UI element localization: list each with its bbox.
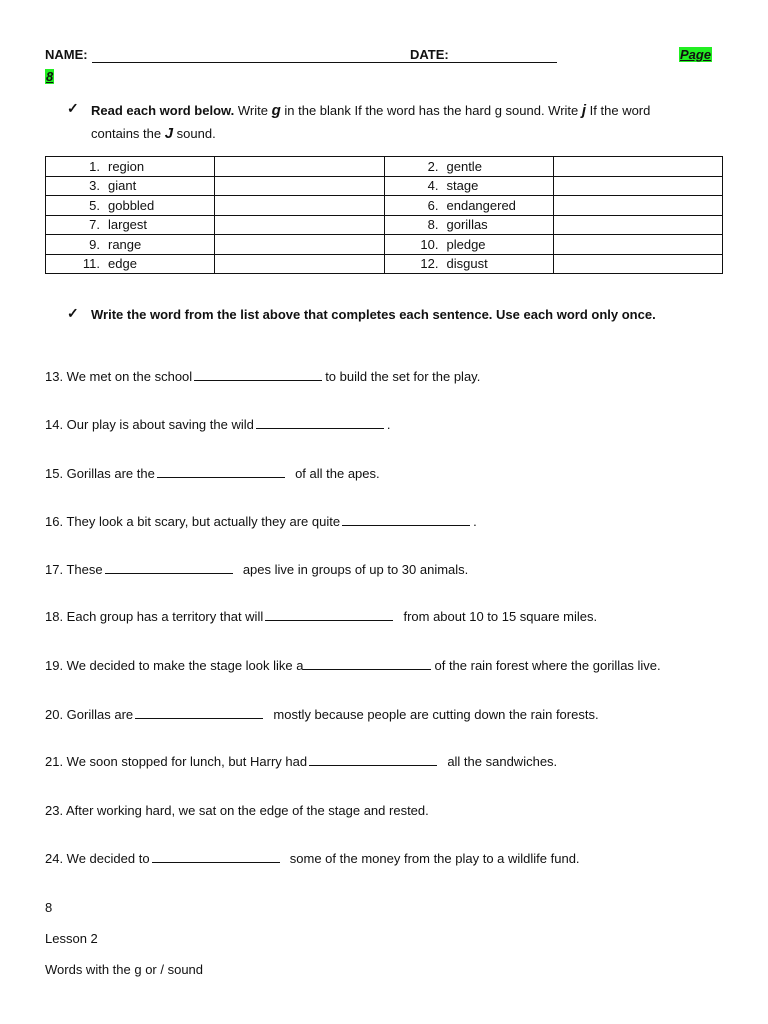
- table-row: [46, 176, 723, 196]
- answer-blank-cell[interactable]: [215, 157, 384, 177]
- sentence-blank[interactable]: [194, 369, 322, 381]
- instruction-1: [91, 99, 731, 145]
- word-text: gorillas: [446, 217, 488, 233]
- sentence-text-pre: 19. We decided to make the stage look like a: [45, 658, 304, 673]
- word-cell: [46, 176, 215, 196]
- checkmark-icon: ✓: [67, 305, 79, 321]
- word-text: region: [108, 158, 145, 174]
- word-number: 9.: [89, 236, 100, 252]
- word-table: [45, 156, 723, 274]
- letter-g: g: [271, 102, 281, 119]
- answer-blank-cell[interactable]: [553, 254, 722, 274]
- sentence-text-post: mostly because people are cutting down the rain forests.: [266, 707, 599, 722]
- word-cell: [46, 157, 215, 177]
- table-row: [46, 235, 723, 255]
- sentence-16: [45, 514, 477, 529]
- sentence-23: [45, 803, 429, 818]
- sentence-20: [45, 707, 599, 722]
- sentence-text-post: of all the apes.: [287, 466, 380, 481]
- sentence-text-post: from about 10 to 15 square miles.: [396, 609, 598, 624]
- sentence-blank[interactable]: [256, 417, 384, 429]
- sentence-text-pre: 15. Gorillas are the: [45, 466, 155, 481]
- instruction-1-text-b: in the blank If the word has the hard g sound. Write: [280, 103, 582, 118]
- word-number: 5.: [89, 197, 100, 213]
- sentence-text-pre: 16. They look a bit scary, but actually they are quite: [45, 514, 341, 529]
- sentence-13: [45, 369, 480, 384]
- sentence-18: [45, 609, 597, 624]
- checkmark-icon: ✓: [67, 100, 79, 116]
- sentence-blank[interactable]: [152, 851, 280, 863]
- instruction-1-bold: Read each word below.: [91, 103, 235, 118]
- word-text: gentle: [446, 158, 482, 174]
- word-text: stage: [446, 178, 479, 194]
- letter-j: j: [581, 102, 587, 119]
- sentence-text-post: all the sandwiches.: [440, 754, 558, 769]
- date-field-line[interactable]: [451, 62, 557, 63]
- sentence-text-post: to build the set for the play.: [325, 369, 481, 384]
- sentence-text-pre: 13. We met on the school: [45, 369, 193, 384]
- word-number: 6.: [427, 197, 439, 213]
- word-number: 4.: [427, 178, 439, 194]
- word-number: 10.: [420, 236, 439, 252]
- word-cell: [46, 215, 215, 235]
- sentence-blank[interactable]: [265, 609, 393, 621]
- word-number: 1.: [89, 158, 100, 174]
- sentence-blank[interactable]: [309, 754, 437, 766]
- word-number: 11.: [82, 256, 100, 272]
- word-number: 12.: [420, 256, 439, 272]
- answer-blank-cell[interactable]: [553, 196, 722, 216]
- word-cell: [384, 176, 553, 196]
- answer-blank-cell[interactable]: [553, 215, 722, 235]
- answer-blank-cell[interactable]: [215, 196, 384, 216]
- sentence-text-pre: 21. We soon stopped for lunch, but Harry had: [45, 754, 308, 769]
- word-cell: [46, 235, 215, 255]
- word-text: disgust: [446, 256, 488, 272]
- sentence-19: [45, 658, 661, 673]
- word-text: pledge: [446, 236, 486, 252]
- table-row: [46, 157, 723, 177]
- date-label: DATE:: [410, 47, 449, 62]
- word-text: largest: [108, 217, 148, 233]
- word-number: 8.: [427, 217, 439, 233]
- sentence-text-pre: 24. We decided to: [45, 851, 150, 866]
- table-row: [46, 196, 723, 216]
- sentence-blank[interactable]: [105, 562, 233, 574]
- sentence-21: [45, 754, 557, 769]
- page-tag-line1: Page: [680, 47, 712, 62]
- word-number: 3.: [89, 178, 100, 194]
- word-cell: [384, 157, 553, 177]
- sentence-text-pre: 17. These: [45, 562, 103, 577]
- sentence-text-post: some of the money from the play to a wildlife fund.: [282, 851, 580, 866]
- instruction-1-text-c: If the word: [586, 103, 651, 118]
- word-text: endangered: [446, 197, 516, 213]
- lesson-topic: Words with the g or / sound: [45, 962, 204, 977]
- word-text: range: [108, 236, 142, 252]
- answer-blank-cell[interactable]: [553, 176, 722, 196]
- sentence-text-post: of the rain forest where the gorillas live.: [434, 658, 661, 673]
- answer-blank-cell[interactable]: [215, 176, 384, 196]
- word-cell: [384, 235, 553, 255]
- word-cell: [384, 215, 553, 235]
- sentence-15: [45, 466, 380, 481]
- page-tag-line2: 8: [46, 69, 54, 84]
- word-cell: [384, 254, 553, 274]
- worksheet-header: [45, 47, 725, 67]
- word-cell: [46, 254, 215, 274]
- name-label: NAME:: [45, 47, 88, 62]
- answer-blank-cell[interactable]: [553, 157, 722, 177]
- sentence-blank[interactable]: [303, 658, 431, 670]
- sentence-text-post: .: [386, 417, 391, 432]
- lesson-title: Lesson 2: [45, 931, 98, 946]
- sentence-blank[interactable]: [342, 514, 470, 526]
- answer-blank-cell[interactable]: [215, 215, 384, 235]
- table-row: [46, 215, 723, 235]
- sentence-blank[interactable]: [135, 707, 263, 719]
- word-text: gobbled: [108, 197, 155, 213]
- sentence-17: [45, 562, 468, 577]
- sentence-text-pre: 23. After working hard, we sat on the edge of the stage and rested.: [45, 803, 429, 818]
- instruction-1-text-a: Write: [234, 103, 272, 118]
- sentence-blank[interactable]: [157, 466, 285, 478]
- instruction-1-text-e: sound.: [173, 126, 216, 141]
- name-field-line[interactable]: [92, 62, 452, 63]
- sentence-text-post: apes live in groups of up to 30 animals.: [235, 562, 469, 577]
- sentence-text-pre: 14. Our play is about saving the wild: [45, 417, 254, 432]
- answer-blank-cell[interactable]: [215, 235, 384, 255]
- word-number: 7.: [89, 217, 100, 233]
- letter-J: J: [164, 125, 174, 142]
- sentence-text-pre: 20. Gorillas are: [45, 707, 134, 722]
- table-row: [46, 254, 723, 274]
- instruction-2: Write the word from the list above that completes each sentence. Use each word only once.: [91, 307, 656, 322]
- instruction-1-text-d: contains the: [91, 126, 165, 141]
- sentence-14: [45, 417, 390, 432]
- sentence-text-post: .: [473, 514, 477, 529]
- word-cell: [46, 196, 215, 216]
- answer-blank-cell[interactable]: [215, 254, 384, 274]
- page-number: 8: [45, 900, 53, 915]
- word-cell: [384, 196, 553, 216]
- word-number: 2.: [427, 158, 439, 174]
- word-text: giant: [108, 178, 137, 194]
- answer-blank-cell[interactable]: [553, 235, 722, 255]
- word-text: edge: [108, 256, 137, 272]
- sentence-text-pre: 18. Each group has a territory that will: [45, 609, 264, 624]
- sentence-24: [45, 851, 580, 866]
